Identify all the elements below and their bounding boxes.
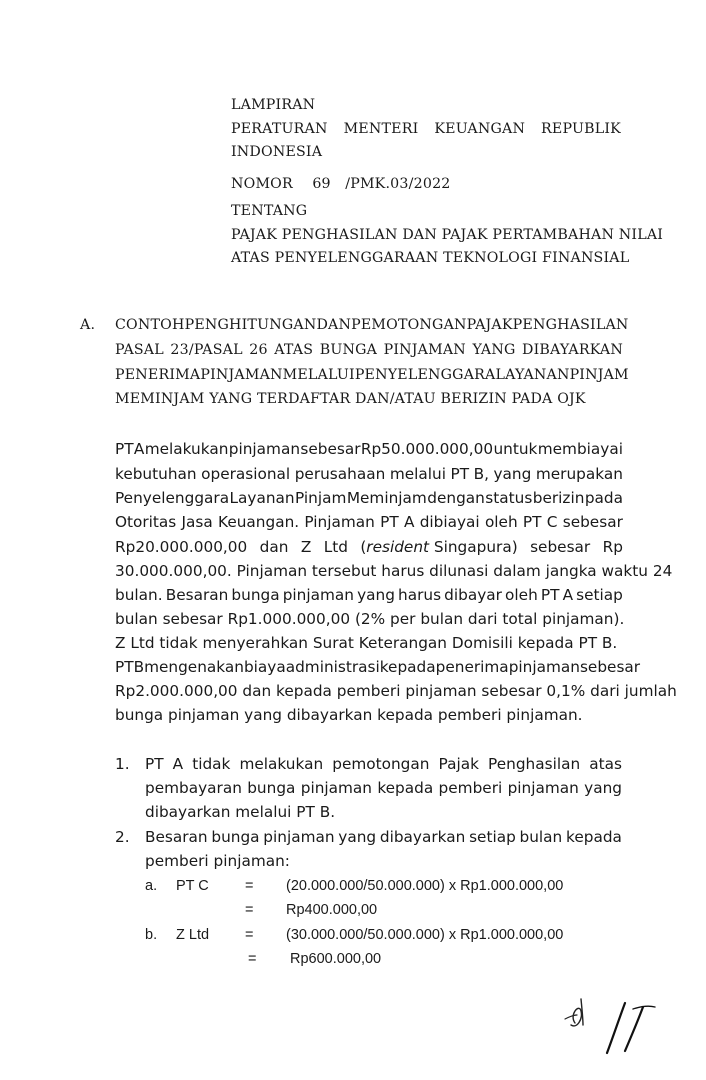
word: mengenakan: [144, 658, 244, 676]
word: A: [562, 586, 574, 604]
word: bulan.: [115, 586, 163, 604]
body-line: [115, 440, 623, 458]
regulation-title-line1: [231, 121, 621, 137]
list-item-line: pemberi pinjaman:: [145, 852, 290, 870]
word: penerima: [435, 658, 509, 676]
calc-marker: a.: [145, 878, 158, 894]
word: Jasa: [181, 513, 213, 531]
word: Penyelenggara: [115, 489, 230, 507]
word: oleh: [484, 513, 518, 531]
word: Pajak: [438, 755, 479, 773]
word: dibayar: [444, 586, 502, 604]
word: PT: [145, 755, 164, 773]
word: tidak: [192, 755, 231, 773]
word: perusahaan: [294, 465, 386, 483]
section-title-line1: [115, 317, 629, 333]
word: PASAL: [115, 342, 164, 358]
word: Penghasilan: [488, 755, 581, 773]
word: BUNGA: [319, 342, 378, 358]
word: B,: [473, 465, 489, 483]
word: pinjaman: [507, 779, 579, 797]
word: PERATURAN: [231, 121, 328, 137]
word: B: [133, 658, 145, 676]
paraf-signature-icon: [555, 985, 665, 1060]
regulation-title-line2: INDONESIA: [231, 144, 323, 160]
word: setiap: [469, 828, 516, 846]
word: Rp: [602, 538, 623, 556]
list-item-line: dibayarkan melalui PT B.: [145, 803, 336, 821]
word: pemotongan: [332, 755, 430, 773]
word: bunga: [211, 828, 260, 846]
word: Rp50.000.000,00: [360, 440, 494, 458]
word: pinjaman: [508, 658, 580, 676]
word: PENYELENGGARA: [354, 367, 496, 383]
word: dibayarkan: [379, 828, 466, 846]
word: Pinjaman: [304, 513, 375, 531]
body-line: [115, 538, 623, 556]
list-item-line: [145, 828, 622, 846]
word: administrasi: [285, 658, 380, 676]
body-line: [115, 586, 623, 604]
word: sebesar: [530, 538, 591, 556]
word: PAJAK: [466, 317, 513, 333]
word: pemberi: [438, 779, 503, 797]
word: KEUANGAN: [434, 121, 526, 137]
word: Pinjam: [295, 489, 347, 507]
word: pinjaman: [263, 828, 335, 846]
word: dengan: [427, 489, 485, 507]
word: setiap: [576, 586, 623, 604]
word: pinjaman: [282, 586, 354, 604]
word: Besaran: [165, 586, 229, 604]
word: membiayai: [537, 440, 623, 458]
word: 26: [249, 342, 268, 358]
calc-label: PT C: [176, 878, 209, 894]
word: DAN: [316, 317, 352, 333]
word: pinjaman: [228, 440, 301, 458]
word: ATAS: [274, 342, 314, 358]
word: yang: [584, 779, 622, 797]
word: bunga: [231, 586, 280, 604]
word: 23/PASAL: [170, 342, 243, 358]
word: oleh: [505, 586, 538, 604]
calc-result: Rp400.000,00: [286, 902, 378, 918]
resident-group: [360, 538, 517, 556]
word: PENERIMA: [115, 367, 201, 383]
word: status: [485, 489, 533, 507]
word: MELALUI: [282, 367, 355, 383]
word: melakukan: [239, 755, 324, 773]
lampiran-heading: LAMPIRAN: [231, 97, 316, 113]
word: pada: [584, 489, 623, 507]
word: harus: [398, 586, 442, 604]
word: kepada: [379, 658, 436, 676]
word: PINJAM: [569, 367, 629, 383]
word: dan: [259, 538, 289, 556]
section-title-line3: [115, 367, 629, 383]
word: sebesar: [300, 440, 361, 458]
list-item-line: [145, 755, 622, 773]
word: CONTOH: [115, 317, 185, 333]
word: yang: [357, 586, 395, 604]
calc-formula: (20.000.000/50.000.000) x Rp1.000.000,00: [286, 878, 564, 894]
list-item-line: [145, 779, 622, 797]
word: Meminjam: [346, 489, 427, 507]
word: pinjaman: [300, 779, 372, 797]
body-line: [115, 465, 623, 483]
word: yang: [338, 828, 377, 846]
word: Z: [300, 538, 312, 556]
subject-line2: ATAS PENYELENGGARAAN TEKNOLOGI FINANSIAL: [231, 250, 630, 266]
body-line: [115, 658, 641, 676]
word: operasional: [201, 465, 291, 483]
word: dibiayai: [419, 513, 480, 531]
word: LAYANAN: [495, 367, 570, 383]
body-line: Rp2.000.000,00 dan kepada pemberi pinjaman sebesar 0,1% dari jumlah: [115, 682, 677, 700]
word: PINJAMAN: [383, 342, 466, 358]
body-line: Z Ltd tidak menyerahkan Surat Keterangan Domisili kepada PT B.: [115, 634, 618, 652]
calc-formula: (30.000.000/50.000.000) x Rp1.000.000,00: [286, 927, 564, 943]
section-title-line4: MEMINJAM YANG TERDAFTAR DAN/ATAU BERIZIN PADA OJK: [115, 391, 586, 407]
word: pembayaran: [145, 779, 242, 797]
word: yang: [493, 465, 532, 483]
word: DIBAYARKAN: [522, 342, 623, 358]
word: sebesar: [579, 658, 641, 676]
word: PT: [540, 586, 560, 604]
word: Layanan: [229, 489, 295, 507]
subject-line1: PAJAK PENGHASILAN DAN PAJAK PERTAMBAHAN NILAI: [231, 227, 664, 243]
word: PEMOTONGAN: [351, 317, 467, 333]
body-line: 30.000.000,00. Pinjaman tersebut harus dilunasi dalam jangka waktu 24: [115, 562, 673, 580]
word: Keuangan.: [218, 513, 300, 531]
word: Besaran: [145, 828, 208, 846]
word: PENGHASILAN: [512, 317, 629, 333]
word: berizin: [532, 489, 585, 507]
word: melakukan: [144, 440, 229, 458]
word: PT: [450, 465, 470, 483]
nomor-value: 69: [312, 176, 331, 192]
word: Otoritas: [115, 513, 177, 531]
word: PT: [522, 513, 542, 531]
body-line: [115, 489, 623, 507]
calc-result: Rp600.000,00: [290, 951, 382, 967]
word: PENGHITUNGAN: [184, 317, 317, 333]
section-marker: A.: [80, 317, 96, 333]
equals-sign: =: [245, 927, 254, 943]
tentang-label: TENTANG: [231, 203, 308, 219]
calc-label: Z Ltd: [176, 927, 210, 943]
nomor-label: NOMOR: [231, 176, 293, 192]
word: PT: [380, 513, 399, 531]
word: A: [403, 513, 415, 531]
list-marker: 1.: [115, 755, 130, 773]
word: C: [546, 513, 558, 531]
body-line: bulan sebesar Rp1.000.000,00 (2% per bulan dari total pinjaman).: [115, 610, 625, 628]
word: kebutuhan: [115, 465, 197, 483]
word: melalui: [389, 465, 446, 483]
word: PINJAMAN: [200, 367, 283, 383]
word: Ltd: [323, 538, 348, 556]
word: merupakan: [535, 465, 623, 483]
equals-sign: =: [245, 902, 254, 918]
calc-marker: b.: [145, 927, 158, 943]
word: untuk: [493, 440, 538, 458]
section-title-line2: [115, 342, 623, 358]
word: PT: [115, 440, 134, 458]
word: A: [133, 440, 145, 458]
word: Rp20.000.000,00: [115, 538, 248, 556]
word: atas: [589, 755, 622, 773]
word: kepada: [377, 779, 434, 797]
equals-sign: =: [248, 951, 257, 967]
word: YANG: [472, 342, 516, 358]
word: A: [172, 755, 184, 773]
resident-word: resident: [366, 538, 430, 556]
nomor-suffix: /PMK.03/2022: [345, 176, 451, 192]
word: REPUBLIK: [541, 121, 621, 137]
body-line: bunga pinjaman yang dibayarkan kepada pemberi pinjaman.: [115, 706, 583, 724]
word: PT: [115, 658, 134, 676]
word: biaya: [243, 658, 286, 676]
paren: (: [360, 538, 367, 556]
word: bunga: [247, 779, 296, 797]
list-marker: 2.: [115, 828, 130, 846]
word: sebesar: [562, 513, 623, 531]
word: bulan: [519, 828, 563, 846]
word: kepada: [566, 828, 622, 846]
equals-sign: =: [245, 878, 254, 894]
word: MENTERI: [343, 121, 419, 137]
body-line: [115, 513, 623, 531]
regulation-number: [231, 176, 451, 192]
word: Singapura): [433, 538, 518, 556]
